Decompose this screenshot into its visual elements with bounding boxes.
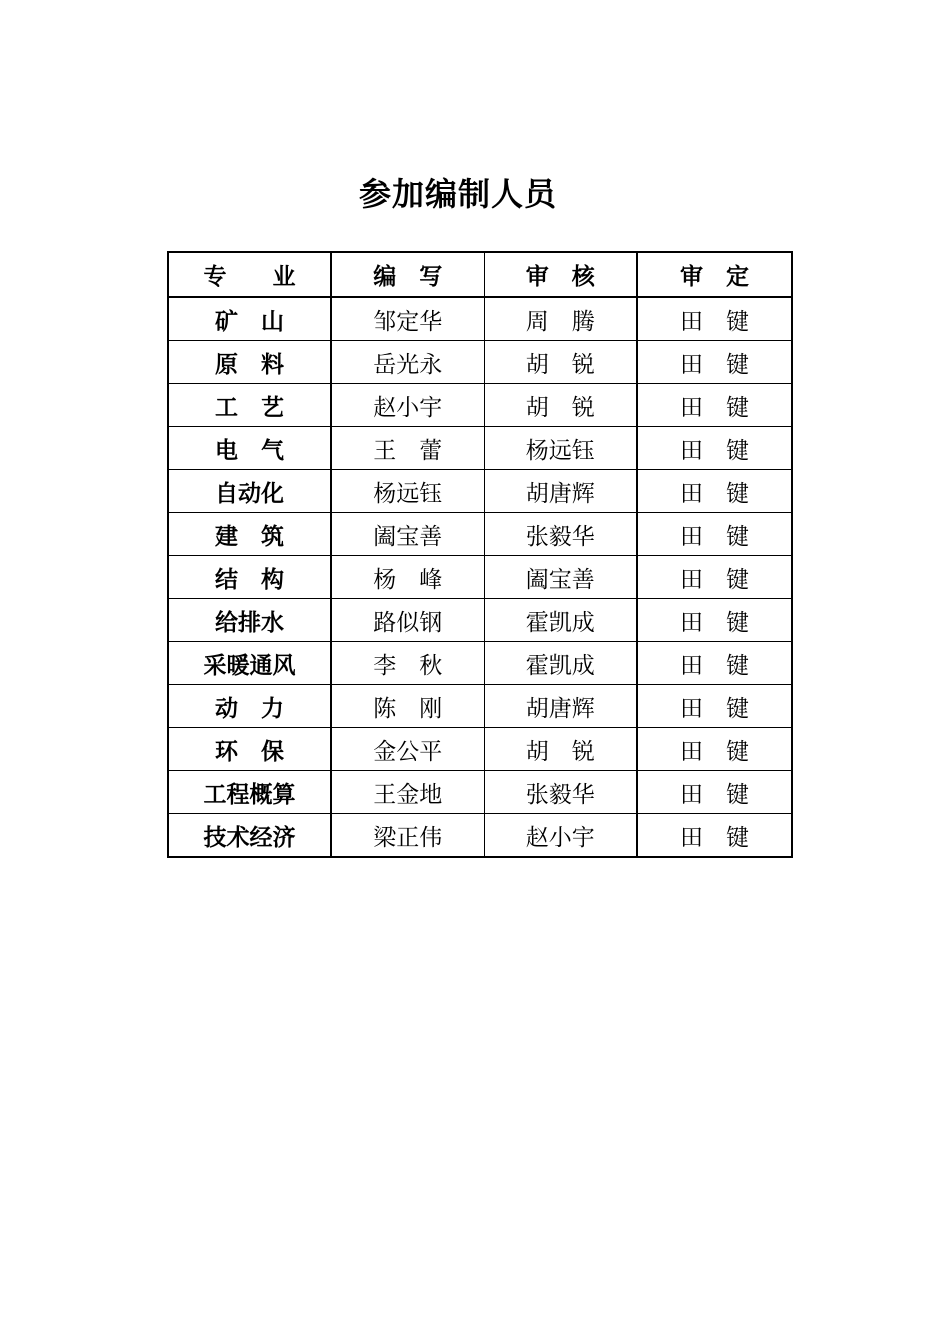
cell-reviewer: 霍凯成	[484, 599, 637, 642]
cell-major: 动 力	[168, 685, 331, 728]
cell-reviewer: 周 腾	[484, 297, 637, 341]
cell-major: 矿 山	[168, 297, 331, 341]
cell-major: 工程概算	[168, 771, 331, 814]
cell-major: 建 筑	[168, 513, 331, 556]
cell-major: 技术经济	[168, 814, 331, 858]
cell-major: 环 保	[168, 728, 331, 771]
cell-approver: 田 键	[637, 771, 792, 814]
table-row	[168, 814, 792, 858]
cell-reviewer: 张毅华	[484, 771, 637, 814]
cell-major: 电 气	[168, 427, 331, 470]
cell-author: 陈 刚	[331, 685, 484, 728]
table-row	[168, 685, 792, 728]
table-row	[168, 513, 792, 556]
cell-major: 采暖通风	[168, 642, 331, 685]
header-approver: 审 定	[637, 252, 792, 297]
cell-reviewer: 阖宝善	[484, 556, 637, 599]
cell-reviewer: 胡 锐	[484, 341, 637, 384]
cell-approver: 田 键	[637, 685, 792, 728]
cell-approver: 田 键	[637, 728, 792, 771]
cell-author: 杨 峰	[331, 556, 484, 599]
header-reviewer: 审 核	[484, 252, 637, 297]
table-header-row	[168, 252, 792, 297]
staff-table	[167, 251, 793, 858]
cell-approver: 田 键	[637, 341, 792, 384]
cell-author: 梁正伟	[331, 814, 484, 858]
cell-approver: 田 键	[637, 384, 792, 427]
table-row	[168, 556, 792, 599]
cell-reviewer: 胡 锐	[484, 384, 637, 427]
table-row	[168, 384, 792, 427]
table-row	[168, 642, 792, 685]
cell-major: 结 构	[168, 556, 331, 599]
table-row	[168, 297, 792, 341]
table-row	[168, 470, 792, 513]
cell-author: 岳光永	[331, 341, 484, 384]
cell-approver: 田 键	[637, 513, 792, 556]
table-row	[168, 599, 792, 642]
cell-approver: 田 键	[637, 642, 792, 685]
cell-author: 赵小宇	[331, 384, 484, 427]
cell-reviewer: 赵小宇	[484, 814, 637, 858]
cell-author: 邹定华	[331, 297, 484, 341]
cell-approver: 田 键	[637, 599, 792, 642]
cell-author: 王 蕾	[331, 427, 484, 470]
cell-approver: 田 键	[637, 427, 792, 470]
cell-major: 自动化	[168, 470, 331, 513]
cell-author: 路似钢	[331, 599, 484, 642]
cell-approver: 田 键	[637, 556, 792, 599]
cell-major: 给排水	[168, 599, 331, 642]
cell-author: 杨远钰	[331, 470, 484, 513]
cell-reviewer: 张毅华	[484, 513, 637, 556]
cell-reviewer: 胡 锐	[484, 728, 637, 771]
table-row	[168, 341, 792, 384]
table-row	[168, 728, 792, 771]
cell-approver: 田 键	[637, 297, 792, 341]
cell-author: 金公平	[331, 728, 484, 771]
cell-reviewer: 霍凯成	[484, 642, 637, 685]
table-row	[168, 771, 792, 814]
table-row	[168, 427, 792, 470]
cell-approver: 田 键	[637, 470, 792, 513]
header-author: 编 写	[331, 252, 484, 297]
cell-reviewer: 胡唐辉	[484, 470, 637, 513]
cell-author: 王金地	[331, 771, 484, 814]
page-title: 参加编制人员	[358, 175, 557, 213]
cell-author: 阖宝善	[331, 513, 484, 556]
header-major: 专 业	[168, 252, 331, 297]
cell-reviewer: 胡唐辉	[484, 685, 637, 728]
cell-approver: 田 键	[637, 814, 792, 858]
cell-major: 工 艺	[168, 384, 331, 427]
cell-author: 李 秋	[331, 642, 484, 685]
cell-major: 原 料	[168, 341, 331, 384]
cell-reviewer: 杨远钰	[484, 427, 637, 470]
